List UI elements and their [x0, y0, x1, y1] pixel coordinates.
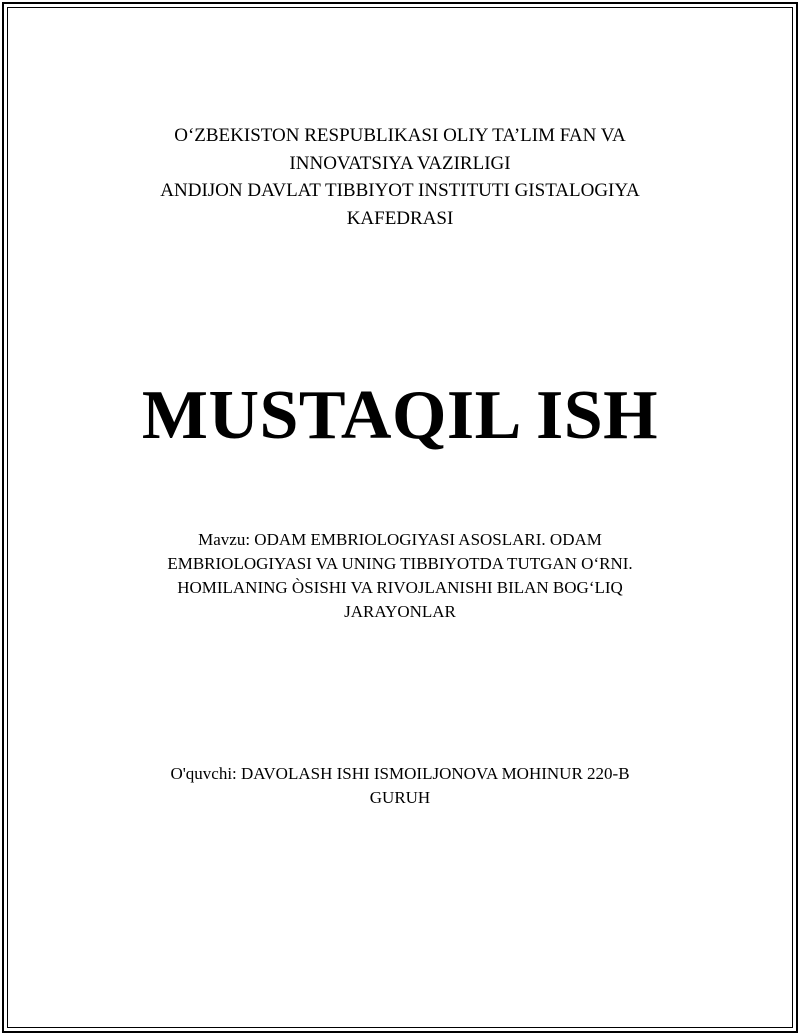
institution-header	[100, 122, 700, 232]
student-line: O'quvchi: DAVOLASH ISHI ISMOILJONOVA MOHINUR 220-B	[170, 764, 630, 783]
student-block	[120, 762, 680, 810]
topic-line: JARAYONLAR	[344, 602, 456, 621]
header-line: KAFEDRASI	[346, 207, 454, 229]
topic-block	[120, 528, 680, 624]
topic-line: EMBRIOLOGIYASI VA UNING TIBBIYOTDA TUTGAN O‘RNI.	[167, 554, 633, 573]
document-title: MUSTAQIL ISH	[141, 377, 659, 454]
topic-line: Mavzu: ODAM EMBRIOLOGIYASI ASOSLARI. ODAM	[198, 530, 602, 549]
student-line: GURUH	[369, 788, 431, 807]
header-line: INNOVATSIYA VAZIRLIGI	[289, 152, 511, 174]
topic-line: HOMILANING ÒSISHI VA RIVOJLANISHI BILAN BOG‘LIQ	[177, 578, 623, 597]
header-line: O‘ZBEKISTON RESPUBLIKASI OLIY TA’LIM FAN VA	[174, 125, 626, 146]
header-line: ANDIJON DAVLAT TIBBIYOT INSTITUTI GISTALOGIYA	[160, 180, 640, 201]
